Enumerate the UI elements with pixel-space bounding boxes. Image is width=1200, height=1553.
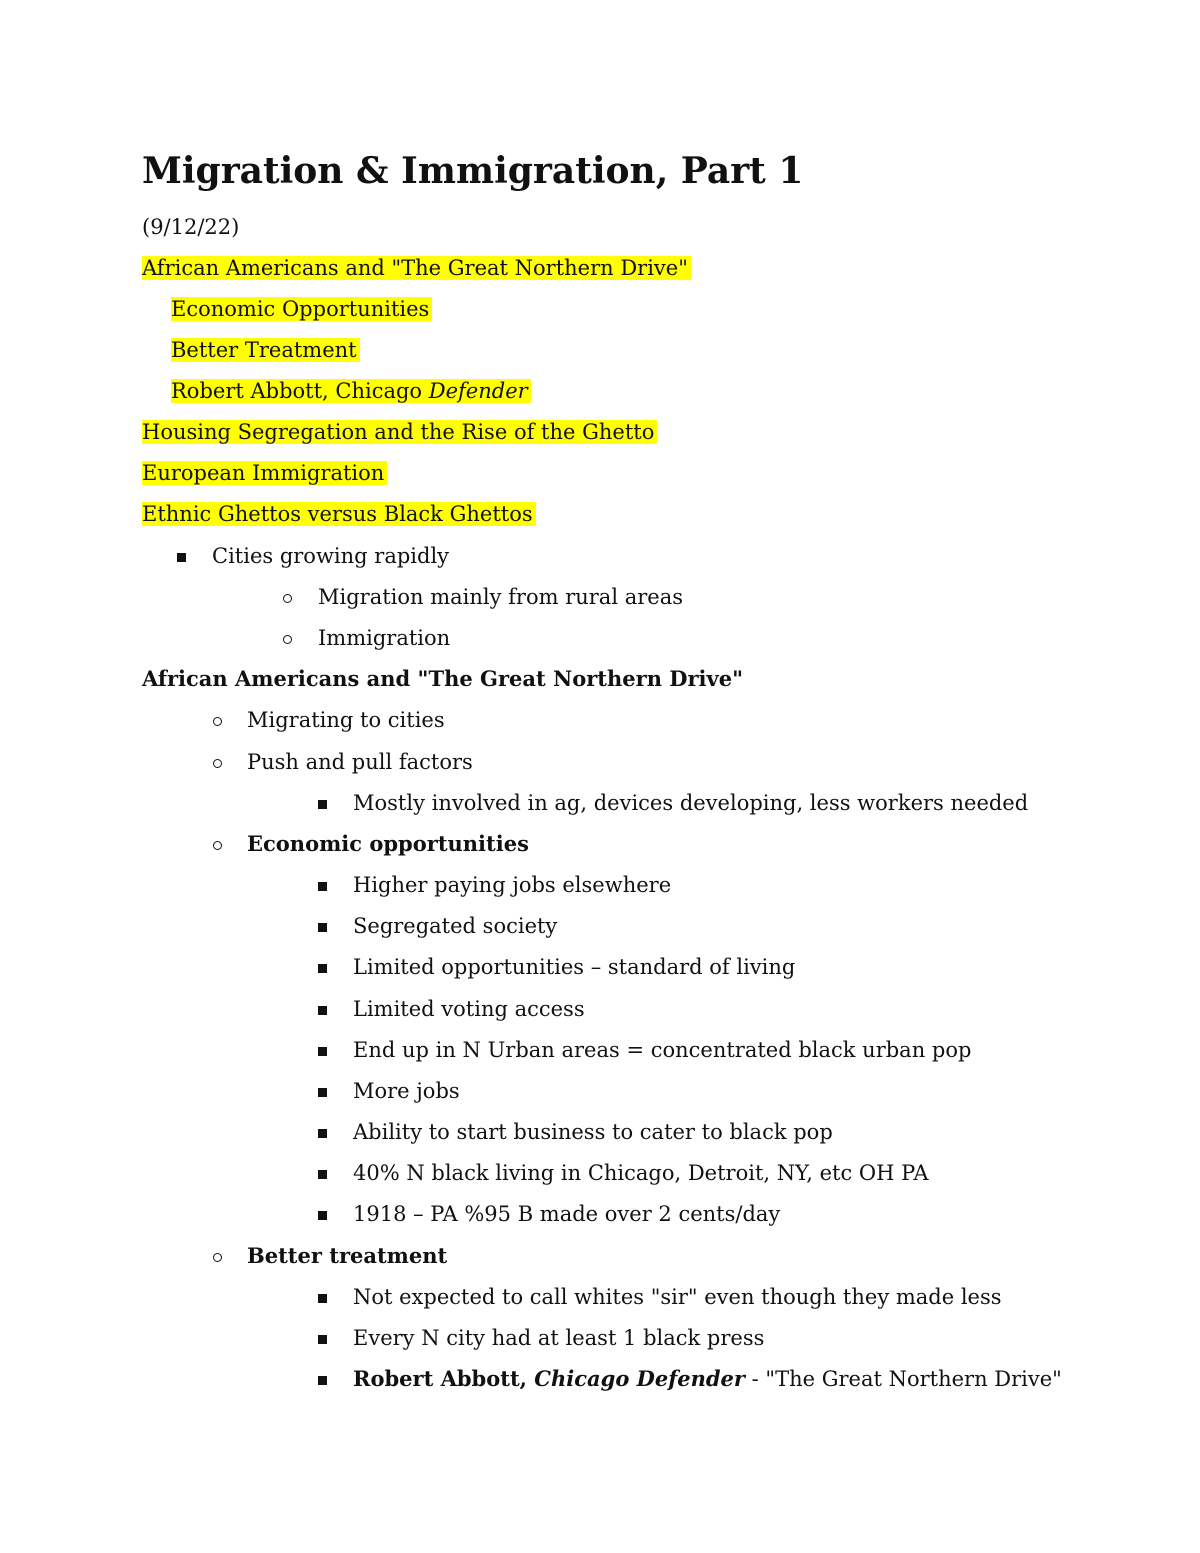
circle-bullet-icon (283, 635, 292, 644)
square-bullet-icon (318, 1211, 327, 1220)
outline-item (142, 249, 691, 287)
circle-bullet-icon (283, 594, 292, 603)
outline-subitem (171, 372, 531, 410)
circle-bullet-icon (213, 841, 222, 850)
outline-text-italic: Defender (428, 379, 528, 403)
outline-item (142, 495, 536, 533)
square-bullet-icon (318, 1047, 327, 1056)
subsection-heading: Better treatment (247, 1243, 448, 1268)
list-item: 40% N black living in Chicago, Detroit, NY, etc OH PA (353, 1161, 929, 1185)
square-bullet-icon (318, 923, 327, 932)
date: (9/12/22) (142, 215, 240, 239)
plain-text: - "The Great Northern Drive" (744, 1367, 1062, 1391)
bold-italic-text: Chicago Defender (534, 1366, 745, 1391)
list-item: Segregated society (353, 914, 558, 938)
square-bullet-icon (318, 800, 327, 809)
list-item: Limited voting access (353, 997, 585, 1021)
square-bullet-icon (318, 1006, 327, 1015)
outline-highlight: Better Treatment (171, 338, 360, 362)
square-bullet-icon (318, 1335, 327, 1344)
list-item: 1918 – PA %95 B made over 2 cents/day (353, 1202, 781, 1226)
circle-bullet-icon (213, 759, 222, 768)
list-item: Ability to start business to cater to black pop (353, 1120, 833, 1144)
outline-subitem (171, 331, 360, 369)
list-item: Cities growing rapidly (212, 544, 450, 568)
square-bullet-icon (177, 553, 186, 562)
square-bullet-icon (318, 1088, 327, 1097)
list-item: Higher paying jobs elsewhere (353, 873, 672, 897)
list-item: More jobs (353, 1079, 460, 1103)
bold-text: Robert Abbott, (353, 1366, 535, 1391)
square-bullet-icon (318, 1376, 327, 1385)
square-bullet-icon (318, 882, 327, 891)
list-item: Not expected to call whites "sir" even though they made less (353, 1285, 1002, 1309)
outline-highlight: Ethnic Ghettos versus Black Ghettos (142, 502, 536, 526)
outline-item (142, 413, 657, 451)
circle-bullet-icon (213, 717, 222, 726)
list-item: Mostly involved in ag, devices developing, less workers needed (353, 791, 1029, 815)
section-heading: African Americans and "The Great Northern Drive" (142, 666, 744, 691)
list-item: Immigration (318, 626, 451, 650)
list-item: End up in N Urban areas = concentrated black urban pop (353, 1038, 972, 1062)
outline-highlight: African Americans and "The Great Northern Drive" (142, 256, 691, 280)
outline-text: Robert Abbott, Chicago (171, 379, 429, 403)
outline-highlight (171, 379, 531, 403)
outline-subitem (171, 290, 432, 328)
list-item: Limited opportunities – standard of living (353, 955, 796, 979)
subsection-heading: Economic opportunities (247, 831, 529, 856)
outline-item (142, 454, 387, 492)
outline-highlight: Housing Segregation and the Rise of the Ghetto (142, 420, 657, 444)
outline-highlight: European Immigration (142, 461, 387, 485)
square-bullet-icon (318, 964, 327, 973)
circle-bullet-icon (213, 1253, 222, 1262)
square-bullet-icon (318, 1170, 327, 1179)
list-item (353, 1360, 1062, 1398)
list-item: Migrating to cities (247, 708, 445, 732)
outline-highlight: Economic Opportunities (171, 297, 432, 321)
list-item: Migration mainly from rural areas (318, 585, 683, 609)
list-item: Push and pull factors (247, 750, 473, 774)
page-title: Migration & Immigration, Part 1 (142, 150, 804, 192)
list-item: Every N city had at least 1 black press (353, 1326, 765, 1350)
square-bullet-icon (318, 1294, 327, 1303)
square-bullet-icon (318, 1129, 327, 1138)
